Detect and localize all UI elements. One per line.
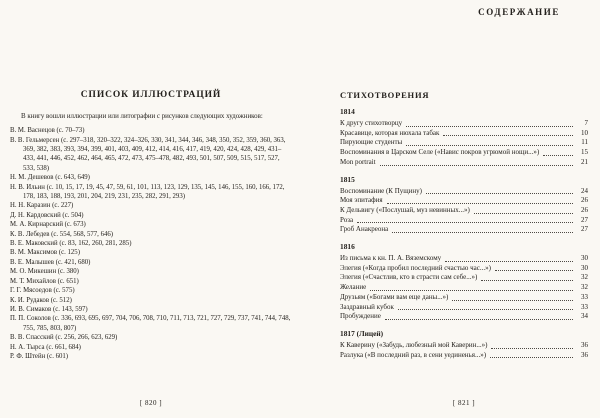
illustration-entry: Д. Н. Кардовский (с. 504) [10,211,84,219]
year-heading: 1814 [340,107,355,116]
toc-entry-title: Mon portrait [340,157,376,166]
illustrations-title: СПИСОК ИЛЛЮСТРАЦИЙ [80,90,222,100]
toc-entry-title: Из письма к кн. П. А. Вяземскому [340,254,442,263]
toc-entry-page: 30 [581,254,588,263]
toc-row [340,283,588,293]
dot-leader [387,203,573,204]
year-heading: 1815 [340,174,355,184]
illustration-entry: Г. Г. Мясоедов (с. 575) [10,287,75,295]
dot-leader [543,155,573,156]
toc-row [340,187,588,197]
dot-leader [370,290,573,291]
toc-entry-title: К другу стихотворцу [340,119,403,127]
right-page-number: [ 821 ] [452,399,476,407]
illustration-entry: М. О. Микешин (с. 380) [10,268,79,276]
dot-leader [406,126,573,127]
illustration-entry: К. И. Рудаков (с. 512) [10,296,72,304]
dot-leader [357,222,573,223]
toc-entry-title: К Дельвигу («Послушай, муз невинных...») [340,205,470,214]
illustration-entry: М. А. Кирнарский (с. 673) [10,221,86,229]
toc-entry-title: Заздравный кубок [340,302,394,311]
toc-row [340,225,588,235]
toc-entry-title: Желание [340,283,367,292]
toc-entry-page: 11 [581,138,588,147]
illustration-entry: В. М. Васнецов (с. 70–73) [10,127,85,135]
toc-entry-page: 30 [581,263,588,272]
dot-leader [385,319,573,320]
year-heading: 1817 (Лицей) [340,328,384,338]
toc-entry-page: 33 [581,292,588,301]
illustration-entry: Н. В. Ильин (с. 10, 15, 17, 19, 45, 47, 59, 61, 101, 113, 123, 129, 135, 145, 146, 155, 160, 166, 172, 178, 183, 188, 193, 201, 204, 219, 231, 235, 282, 291, 293) [10,183,285,201]
dot-leader [392,232,573,233]
toc-entry-page: 26 [581,205,588,214]
toc-entry-page: 21 [581,157,588,166]
toc-entry-page: 36 [581,350,588,359]
dot-leader [481,280,573,281]
toc-entry-title: К Каверину («Забудь, любезный мой Каверин...») [340,340,488,349]
dot-leader [398,309,573,310]
illustration-entry: В. М. Максимов (с. 125) [10,249,80,257]
left-page [10,90,292,361]
toc-entry-page: 32 [581,273,588,282]
illustration-entry: Н. Н. Каразин (с. 227) [10,202,74,210]
toc-entry-page: 15 [581,148,588,157]
toc-row [340,119,588,129]
toc-entry-page: 34 [581,312,588,321]
toc-row [340,148,588,158]
toc-row [340,158,588,168]
poems-section-title: СТИХОТВОРЕНИЯ [340,90,430,100]
year-heading: 1816 [340,242,355,252]
illustration-entry: К. В. Лебедев (с. 554, 568, 577, 646) [10,230,114,238]
toc-entry-page: 10 [581,128,588,137]
illustration-entry: В. В. Гельмерсен (с. 297–318, 320–322, 324–326, 330, 341, 344, 346, 348, 350, 352, 359, 360, 363, 369, 382, 383, 393, 394, 399, 401, 403, 409, 412, 414, 416, 417, 419, 420, 424, 428, 429, 431–433, 441, 446, 452, 462, 464, 465, 472, 473, 475–478, 482, 493, 501, 507, 509, 515, 517, 527, 533, 538) [10,136,286,172]
illustration-entry: М. Т. Михайлов (с. 651) [10,277,79,285]
dot-leader [445,261,573,262]
toc-entry-page: 7 [584,119,588,127]
dot-leader [406,145,573,146]
toc-entry-title: Красавице, которая нюхала табак [340,128,440,137]
toc-entry-title: Разлука («В последний раз, в сени уединенья...») [340,350,487,359]
illustration-entry: В. В. Спасский (с. 256, 266, 623, 629) [10,334,118,342]
toc-entry-page: 33 [581,302,588,311]
toc-entry-title: Моя эпитафия [340,196,383,205]
toc-row [340,351,588,361]
toc-entry-title: Элегия («Когда пробил последний счастью час...») [340,263,491,272]
toc-entry-title: Пирующие студенты [340,138,403,147]
toc-entry-page: 27 [581,215,588,224]
toc-entry-page: 32 [581,283,588,292]
toc-row [340,254,588,264]
toc-row [340,273,588,283]
toc-entry-page: 36 [581,340,588,349]
toc-row [340,196,588,206]
illustration-entry: В. Е. Малышев (с. 421, 680) [10,258,91,266]
toc-row [340,216,588,226]
toc-entry-title: Элегия («Счастлив, кто в страсти сам себе...») [340,273,478,282]
illustrations-list [10,126,292,361]
toc-entry-page: 26 [581,196,588,205]
illustration-entry: П. П. Соколов (с. 336, 693, 695, 697, 704, 706, 708, 710, 711, 713, 721, 727, 729, 737, 741, 744, 748, 755, 785, 803, 807) [10,315,291,332]
right-page [340,90,588,360]
toc-row [340,138,588,148]
dot-leader [490,357,573,358]
toc-groups [340,107,588,360]
dot-leader [443,135,573,136]
toc-entry-title: Воспоминание (К Пущину) [340,186,422,195]
toc-row [340,303,588,313]
illustration-entry: Н. М. Дешевов (с. 643, 649) [10,174,90,182]
toc-row [340,341,588,351]
toc-entry-title: Роза [340,215,354,224]
dot-leader [426,193,573,194]
left-page-number: [ 820 ] [139,399,163,407]
toc-entry-title: Гроб Анакреона [340,225,389,234]
dot-leader [452,300,573,301]
running-head: СОДЕРЖАНИЕ [478,7,560,17]
illustration-entry: Р. Ф. Штейн (с. 601) [10,352,69,360]
toc-entry-title: Друзьям («Богами вам еще даны...») [340,292,449,301]
dot-leader [380,165,573,166]
toc-entry-title: Пробуждение [340,312,381,321]
illustration-entry: Н. А. Тырса (с. 661, 684) [10,343,81,351]
dot-leader [474,213,573,214]
dot-leader [491,348,573,349]
toc-row [340,206,588,216]
intro-paragraph: В книгу вошли иллюстрации или литографии с рисунков следующих художников: [21,113,263,120]
toc-entry-page: 24 [581,186,588,195]
illustration-entry: И. В. Симаков (с. 143, 597) [10,305,88,313]
illustration-entry: В. Е. Маковский (с. 83, 162, 260, 281, 285) [10,240,132,248]
toc-row [340,264,588,274]
toc-row [340,129,588,139]
toc-row [340,293,588,303]
toc-row [340,312,588,322]
dot-leader [495,270,573,271]
toc-entry-page: 27 [581,225,588,234]
toc-entry-title: Воспоминания в Царском Селе («Навис покров угрюмой нощи...») [340,148,540,157]
